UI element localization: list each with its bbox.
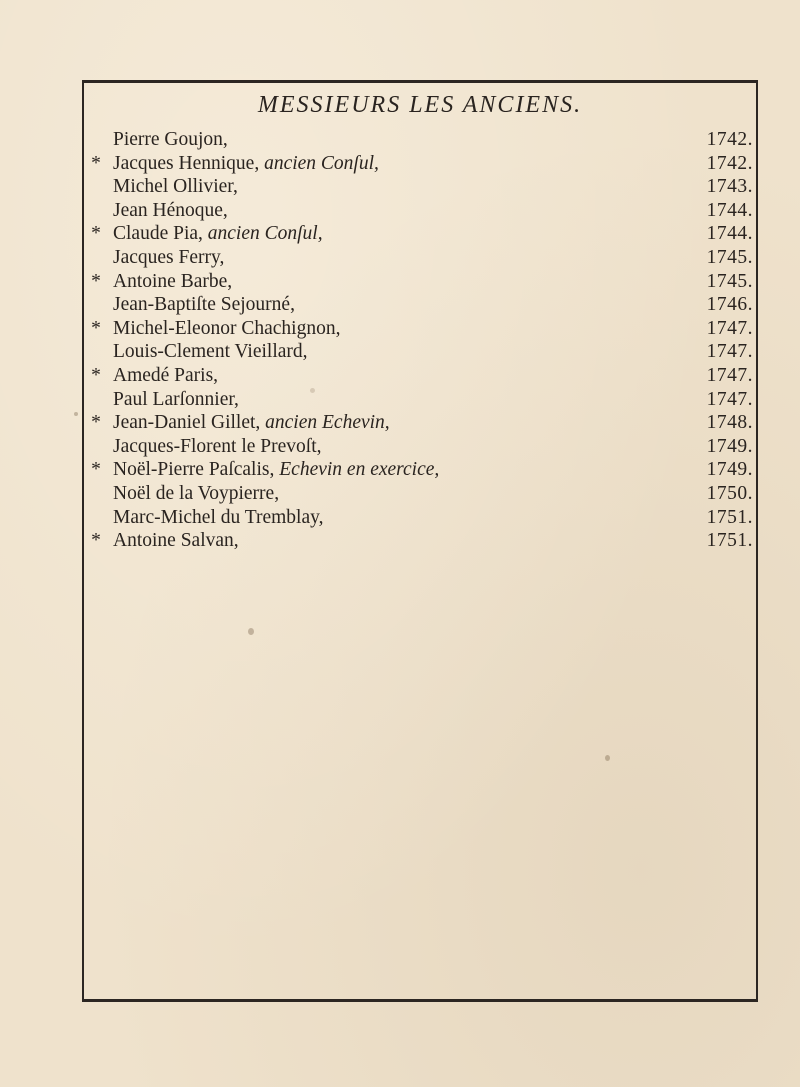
member-year: 1744.	[706, 199, 753, 221]
member-name-text: Jacques Ferry,	[113, 246, 225, 268]
member-year: 1747.	[706, 341, 753, 363]
member-name-text: Noël-Pierre Paſcalis,	[113, 459, 275, 481]
member-name-text: Michel-Eleonor Chachignon,	[113, 317, 341, 339]
member-year: 1751.	[706, 530, 753, 552]
list-item	[88, 270, 753, 294]
member-title: ancien Conſul,	[207, 223, 323, 245]
asterisk-mark: *	[91, 412, 101, 434]
member-name-text: Jean Hénoque,	[113, 199, 228, 221]
member-name-text: Marc-Michel du Tremblay,	[113, 506, 324, 528]
member-year: 1747.	[706, 388, 753, 410]
member-name	[113, 270, 232, 294]
member-title: Echevin en exercice,	[279, 459, 440, 481]
member-year: 1748.	[706, 412, 753, 434]
member-name-text: Antoine Salvan,	[113, 530, 239, 552]
member-name-text: Amedé Paris,	[113, 364, 219, 386]
list-item	[88, 364, 753, 388]
list-item	[88, 388, 753, 412]
member-title: ancien Echevin,	[265, 412, 390, 434]
member-name-text: Michel Ollivier,	[113, 176, 238, 198]
member-name	[113, 529, 239, 553]
member-name-text: Paul Larſonnier,	[113, 388, 239, 410]
list-item	[88, 152, 753, 176]
member-year: 1746.	[706, 294, 753, 316]
member-name	[113, 128, 228, 152]
member-year: 1751.	[706, 506, 753, 528]
member-year: 1742.	[706, 152, 753, 174]
member-name	[113, 222, 323, 246]
member-name	[113, 317, 340, 341]
asterisk-mark: *	[91, 270, 101, 292]
member-year: 1749.	[706, 459, 753, 481]
page-title: MESSIEURS LES ANCIENS.	[257, 92, 583, 118]
asterisk-mark: *	[91, 152, 101, 174]
member-name	[113, 435, 322, 459]
member-name	[113, 364, 218, 388]
member-name	[113, 506, 324, 530]
list-item	[88, 435, 753, 459]
member-year: 1742.	[706, 129, 753, 150]
member-name-text: Jacques Hennique,	[113, 152, 260, 174]
member-year: 1750.	[706, 482, 753, 504]
list-item	[88, 175, 753, 199]
list-item	[88, 317, 753, 341]
member-year: 1749.	[706, 435, 753, 457]
list-item	[88, 458, 753, 482]
member-year: 1745.	[706, 246, 753, 268]
member-name	[113, 388, 239, 412]
member-name-text: Jean-Baptiſte Sejourné,	[113, 294, 295, 316]
list-item	[88, 293, 753, 317]
list-item	[88, 222, 753, 246]
member-name-text: Pierre Goujon,	[113, 129, 228, 150]
asterisk-mark: *	[91, 364, 101, 386]
list-item	[88, 411, 753, 435]
asterisk-mark: *	[91, 223, 101, 245]
member-name	[113, 152, 379, 176]
member-title: ancien Conſul,	[264, 152, 379, 174]
member-name-text: Claude Pia,	[113, 223, 203, 245]
member-name-text: Antoine Barbe,	[113, 270, 233, 292]
member-name-text: Louis-Clement Vieillard,	[113, 341, 308, 363]
member-name	[113, 199, 228, 223]
member-name	[113, 246, 224, 270]
member-name-text: Jean-Daniel Gillet,	[113, 412, 261, 434]
list-item	[88, 506, 753, 530]
list-item	[88, 128, 753, 152]
member-name	[113, 458, 439, 482]
member-year: 1743.	[706, 176, 753, 198]
asterisk-mark: *	[91, 459, 101, 481]
member-name	[113, 411, 390, 435]
member-year: 1744.	[706, 223, 753, 245]
asterisk-mark: *	[91, 530, 101, 552]
member-name	[113, 340, 308, 364]
member-name-text: Noël de la Voypierre,	[113, 482, 280, 504]
list-item	[88, 199, 753, 223]
member-year: 1747.	[706, 364, 753, 386]
asterisk-mark: *	[91, 317, 101, 339]
foxing-spot	[74, 412, 78, 416]
list-item	[88, 246, 753, 270]
member-year: 1747.	[706, 317, 753, 339]
list-item	[88, 340, 753, 364]
list-item	[88, 482, 753, 506]
members-list	[88, 128, 753, 553]
member-name	[113, 482, 279, 506]
member-name	[113, 175, 238, 199]
member-year: 1745.	[706, 270, 753, 292]
member-name-text: Jacques-Florent le Prevoſt,	[113, 435, 322, 457]
member-name	[113, 293, 295, 317]
list-item	[88, 529, 753, 553]
